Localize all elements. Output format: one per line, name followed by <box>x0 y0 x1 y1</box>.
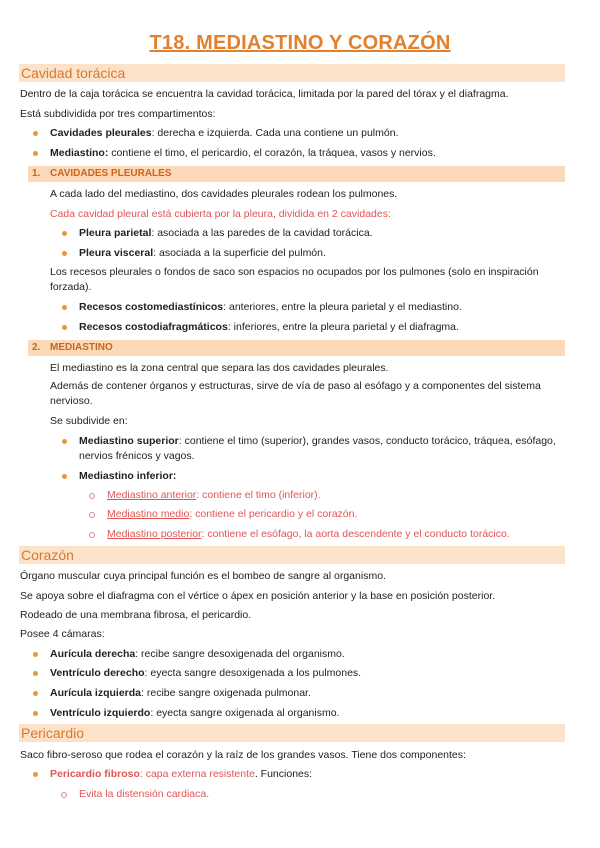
desc: : anteriores, entre la pleura parietal y el mediastino. <box>223 301 462 313</box>
list-item <box>50 126 398 141</box>
term: Pleura visceral <box>79 247 154 259</box>
subsection-number: 1. <box>32 168 41 179</box>
list-item <box>107 507 357 522</box>
bullet-icon <box>33 711 38 716</box>
desc: : capa externa resistente <box>139 768 255 780</box>
paragraph: Además de contener órganos y estructuras, sirve de vía de paso al esófago y a componentes del sistema nervioso. <box>50 380 541 407</box>
term: Aurícula derecha <box>50 648 136 660</box>
section-heading-pericardio: Pericardio <box>19 724 565 742</box>
term: Cavidades pleurales <box>50 127 152 139</box>
paragraph: Saco fibro-seroso que rodea el corazón y la raíz de los grandes vasos. Tiene dos componentes: <box>20 749 466 761</box>
subsection-title: CAVIDADES PLEURALES <box>50 168 172 179</box>
subsection-heading-pleurales <box>28 166 565 182</box>
term: Mediastino superior <box>79 435 179 447</box>
list-item <box>79 320 459 335</box>
term: Mediastino inferior: <box>79 470 177 482</box>
term: Recesos costodiafragmáticos <box>79 321 228 333</box>
list-item <box>50 146 436 161</box>
desc: : eyecta sangre desoxigenada a los pulmones. <box>144 667 362 679</box>
circle-bullet-icon <box>61 792 67 798</box>
term: Mediastino: <box>50 147 109 159</box>
paragraph: Rodeado de una membrana fibrosa, el pericardio. <box>20 609 252 621</box>
term: Pericardio fibroso <box>50 768 140 780</box>
paragraph: A cada lado del mediastino, dos cavidades pleurales rodean los pulmones. <box>50 188 398 200</box>
bullet-icon <box>33 772 38 777</box>
bullet-icon <box>33 131 38 136</box>
list-item <box>50 686 311 701</box>
section-heading-corazon: Corazón <box>19 546 565 564</box>
term: Aurícula izquierda <box>50 687 142 699</box>
desc: contiene el timo, el pericardio, el corazón, la tráquea, vasos y nervios. <box>108 147 436 159</box>
desc: : eyecta sangre oxigenada al organismo. <box>150 707 340 719</box>
circle-bullet-icon <box>89 493 95 499</box>
desc: : asociada a la superficie del pulmón. <box>153 247 326 259</box>
bullet-icon <box>62 474 67 479</box>
page-title: T18. MEDIASTINO Y CORAZÓN <box>149 32 451 54</box>
term: Recesos costomediastínicos <box>79 301 224 313</box>
bullet-icon <box>62 325 67 330</box>
desc: : asociada a las paredes de la cavidad torácica. <box>151 227 373 239</box>
bullet-icon <box>33 151 38 156</box>
desc: : derecha e izquierda. Cada una contiene un pulmón. <box>151 127 399 139</box>
list-item <box>79 469 176 484</box>
paragraph: Está subdividida por tres compartimentos: <box>20 108 216 120</box>
desc: : contiene el timo (superior), grandes vasos, conducto torácico, tráquea, esófago, nervios frénicos y vagos. <box>79 435 556 462</box>
paragraph-highlight: Cada cavidad pleural está cubierta por la pleura, dividida en 2 cavidades: <box>50 208 391 220</box>
paragraph: El mediastino es la zona central que separa las dos cavidades pleurales. <box>50 362 389 374</box>
circle-bullet-icon <box>89 512 95 518</box>
list-item <box>79 226 373 241</box>
bullet-icon <box>62 305 67 310</box>
list-item <box>50 666 361 681</box>
paragraph: Los recesos pleurales o fondos de saco son espacios no ocupados por los pulmones (solo en inspiración forzada). <box>50 266 539 293</box>
paragraph: Dentro de la caja torácica se encuentra la cavidad torácica, limitada por la pared del tórax y el diafragma. <box>20 88 509 100</box>
bullet-icon <box>62 231 67 236</box>
bullet-icon <box>33 691 38 696</box>
paragraph: Órgano muscular cuya principal función es el bombeo de sangre al organismo. <box>20 570 386 582</box>
list-item <box>50 767 312 782</box>
list-item <box>50 706 339 721</box>
circle-bullet-icon <box>89 532 95 538</box>
list-item <box>107 527 510 542</box>
section-heading-cavidad: Cavidad torácica <box>19 64 565 82</box>
list-item: Evita la distensión cardiaca. <box>79 788 210 800</box>
list-item <box>79 300 462 315</box>
list-item <box>50 647 345 662</box>
desc: : recibe sangre oxigenada pulmonar. <box>141 687 311 699</box>
bullet-icon <box>33 652 38 657</box>
desc: : contiene el timo (inferior). <box>196 489 321 501</box>
subsection-number: 2. <box>32 342 41 353</box>
list-item <box>79 246 326 261</box>
list-item <box>79 434 579 464</box>
term: Ventrículo izquierdo <box>50 707 151 719</box>
paragraph: Posee 4 cámaras: <box>20 628 105 640</box>
bullet-icon <box>62 439 67 444</box>
desc: : recibe sangre desoxigenada del organismo. <box>135 648 345 660</box>
term: Pleura parietal <box>79 227 152 239</box>
desc-tail: . Funciones: <box>254 768 313 780</box>
term: Mediastino anterior <box>107 489 197 501</box>
term: Mediastino medio <box>107 508 190 520</box>
subsection-title: MEDIASTINO <box>50 342 113 353</box>
paragraph: Se subdivide en: <box>50 415 128 427</box>
bullet-icon <box>33 671 38 676</box>
subsection-heading-mediastino <box>28 340 565 356</box>
bullet-icon <box>62 251 67 256</box>
desc: : contiene el esófago, la aorta descendente y el conducto torácico. <box>201 528 510 540</box>
desc: : contiene el pericardio y el corazón. <box>189 508 358 520</box>
term: Ventrículo derecho <box>50 667 145 679</box>
term: Mediastino posterior <box>107 528 202 540</box>
list-item <box>107 488 321 503</box>
desc: : inferiores, entre la pleura parietal y el diafragma. <box>227 321 459 333</box>
paragraph: Se apoya sobre el diafragma con el vértice o ápex en posición anterior y la base en posición posterior. <box>20 590 496 602</box>
